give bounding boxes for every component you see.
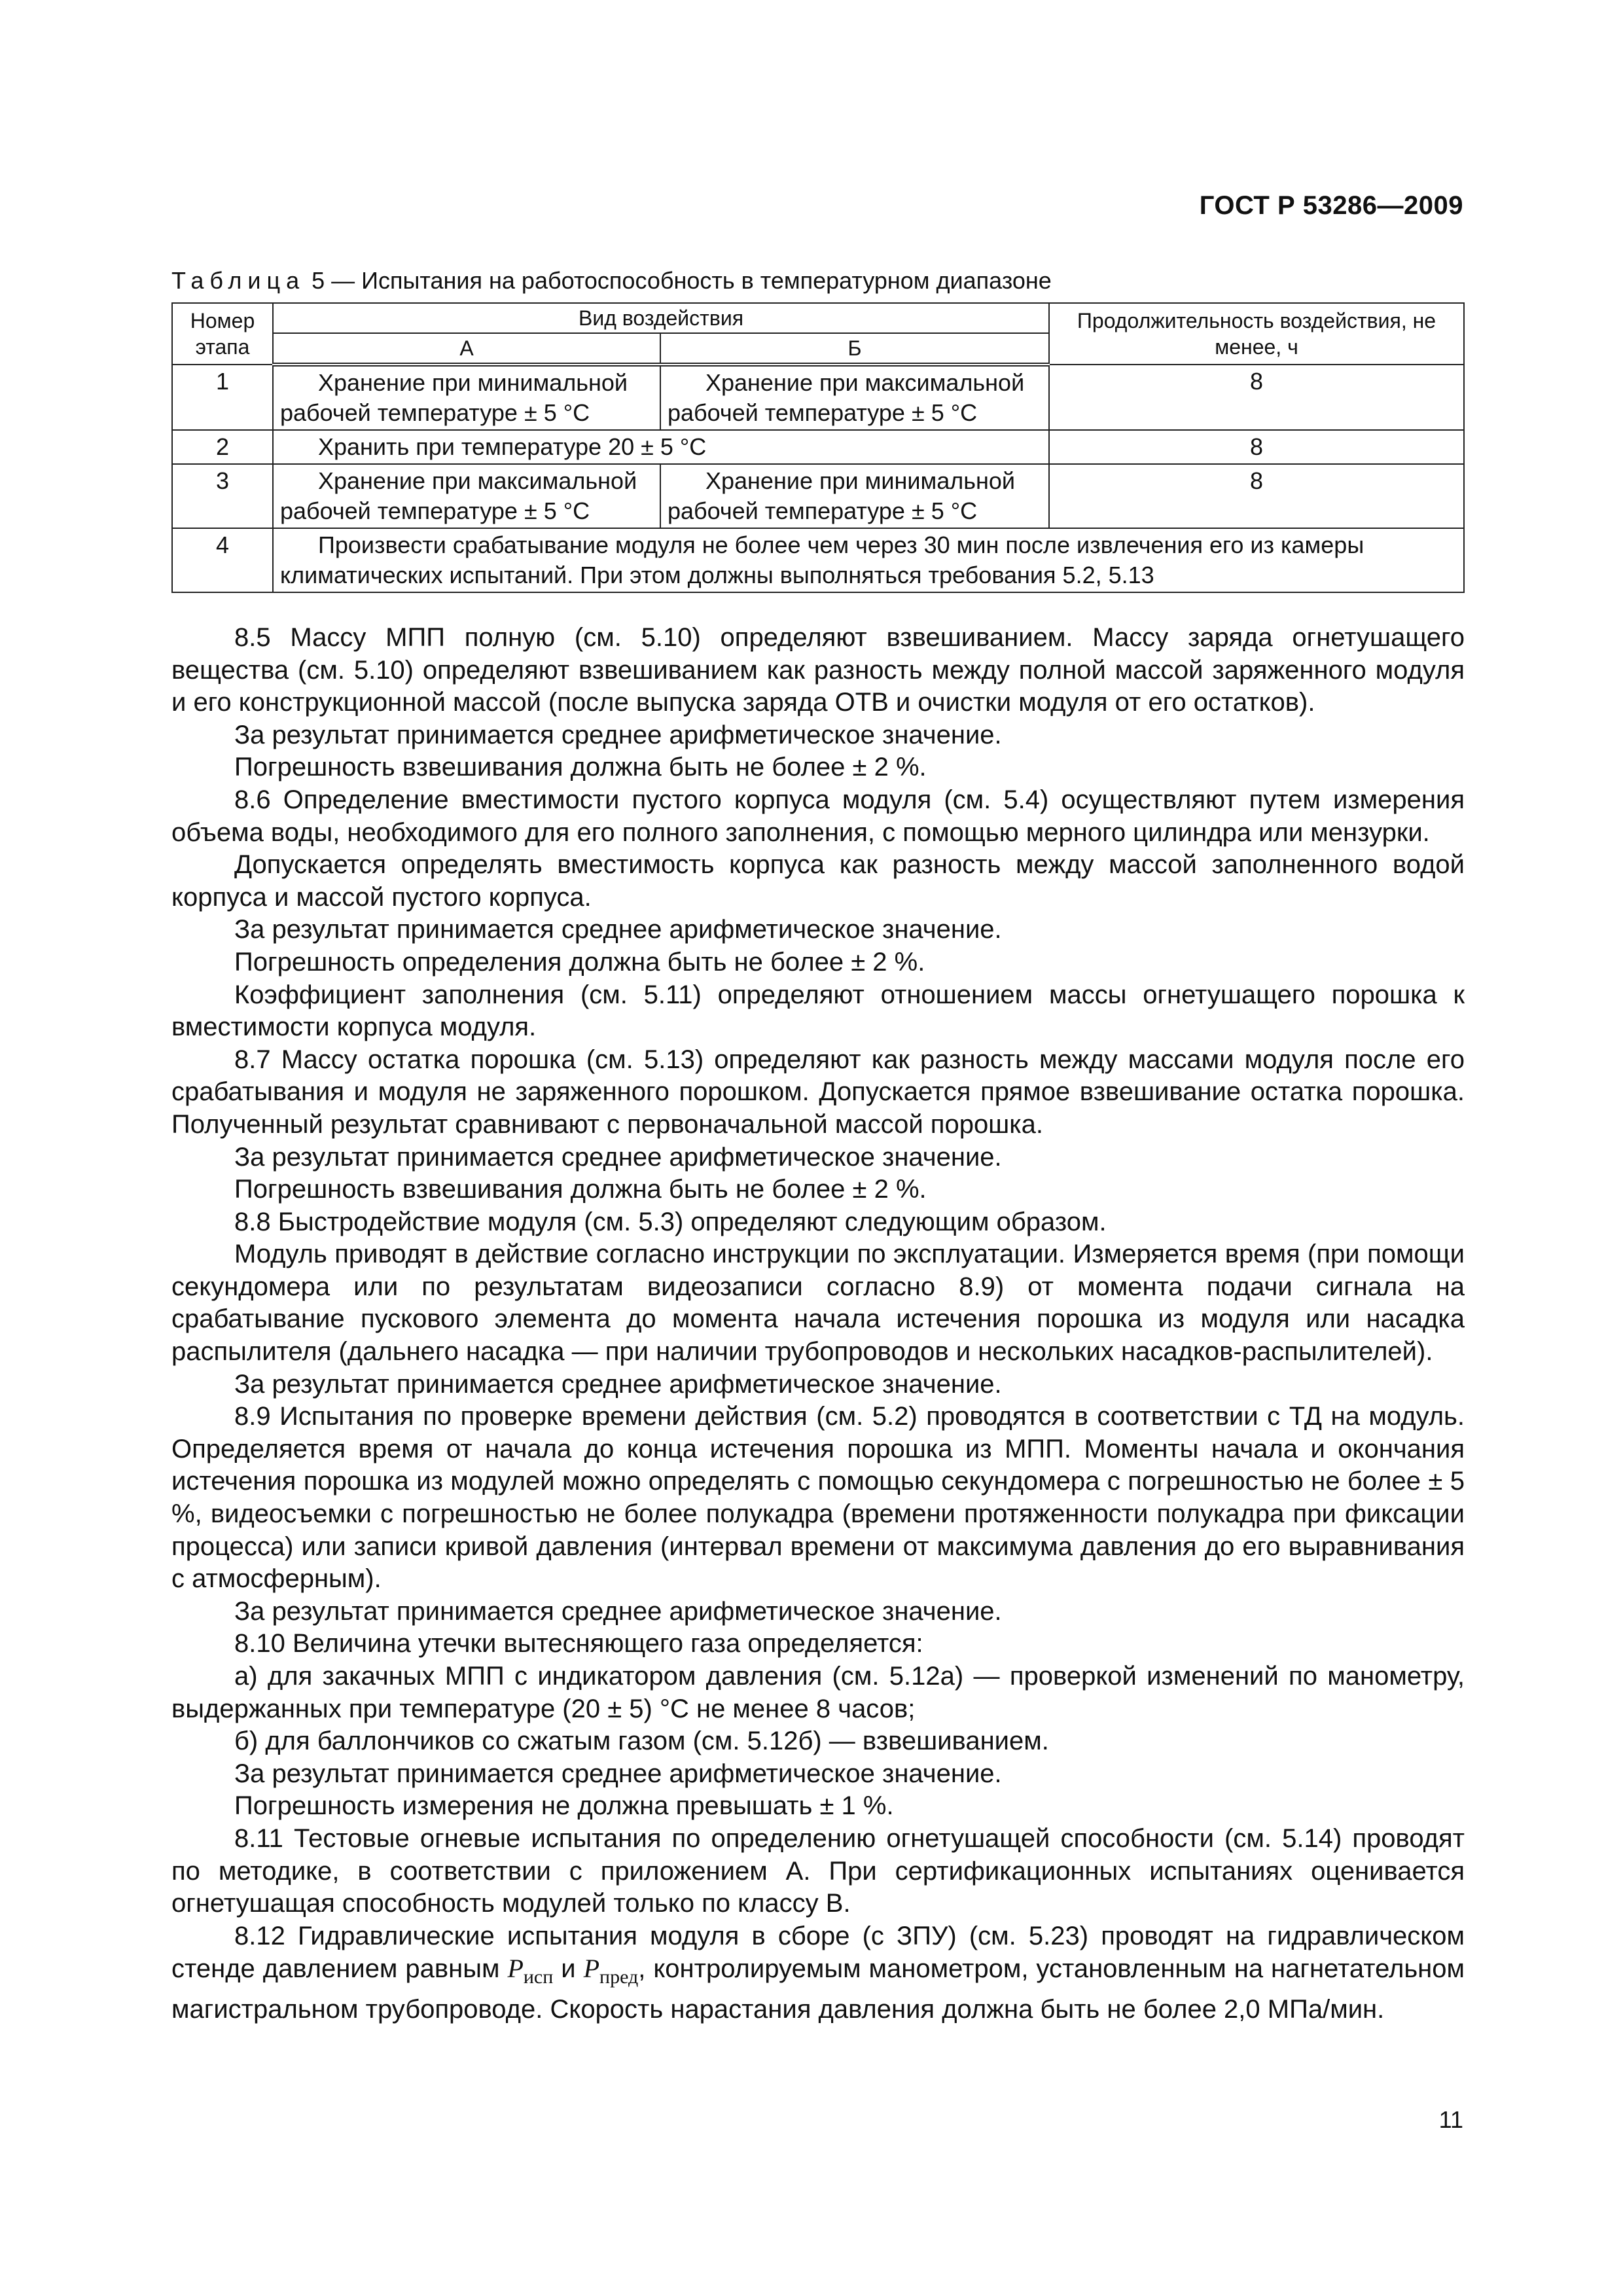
paragraph: За результат принимается среднее арифметическое значение. xyxy=(234,1142,1002,1172)
table-caption-title: 5 — Испытания на работоспособность в температурном диапазоне xyxy=(305,267,1052,294)
row-duration: 8 xyxy=(1049,430,1464,464)
paragraph-8-12-text-start: 8.12 Гидравлические испытания модуля в сборе (с ЗПУ) (см. 5.23) проводят на гидравлическом стенде давлением равным xyxy=(171,1921,1465,1984)
header-impact-type: Вид воздействия xyxy=(273,303,1049,333)
paragraph: 8.7 Массу остатка порошка (см. 5.13) определяют как разность между массами модуля после его срабатывания и модуля не заряженного порошком. Допускается прямое взвешивание остатка порошка. Полученный результат сравнивают с первоначальной массой порошка. xyxy=(171,1045,1465,1139)
paragraph: а) для закачных МПП с индикатором давления (см. 5.12а) — проверкой изменений по манометру, выдержанных при температуре (20 ± 5) °С не менее 8 часов; xyxy=(171,1662,1465,1723)
paragraph: За результат принимается среднее арифметическое значение. xyxy=(234,915,1002,944)
row-duration: 8 xyxy=(1049,464,1464,528)
table-row xyxy=(172,365,1464,430)
paragraph: Погрешность определения должна быть не более ± 2 %. xyxy=(234,947,925,977)
document-standard-number: ГОСТ Р 53286—2009 xyxy=(1199,191,1463,220)
table-caption-label: Таблица xyxy=(171,267,306,294)
header-stage-number: Номер этапа xyxy=(172,303,273,365)
paragraph: б) для баллончиков со сжатым газом (см. 5.12б) — взвешиванием. xyxy=(234,1727,1049,1756)
paragraph: За результат принимается среднее арифметическое значение. xyxy=(234,1596,1002,1626)
pressure-limit-symbol: P xyxy=(583,1954,600,1984)
paragraph: За результат принимается среднее арифметическое значение. xyxy=(234,1759,1002,1788)
paragraph-8-12-text-end: , контролируемым манометром, установленным на нагнетательном магистральном трубопроводе. Скорость нарастания давления должна быть не более 2,0 МПа/мин. xyxy=(171,1954,1465,2024)
row-duration: 8 xyxy=(1049,365,1464,430)
row-stage-number: 1 xyxy=(172,365,273,430)
pressure-test-symbol: P xyxy=(507,1954,524,1984)
paragraph: 8.9 Испытания по проверке времени действия (см. 5.2) проводятся в соответствии с ТД на модуль. Определяется время от начала до конца истечения порошка из МПП. Моменты начала и окончания истечения порошка из модулей можно определять с помощью секундомера с погрешностью не более ± 5 %, видеосъемки с погрешностью не более полукадра (времени протяженности полукадра при фиксации процесса) или записи кривой давления (интервал времени от максимума давления до его выравнивания с атмосферным). xyxy=(171,1402,1465,1594)
paragraph: Погрешность взвешивания должна быть не более ± 2 %. xyxy=(234,1175,927,1204)
paragraph: Погрешность взвешивания должна быть не более ± 2 %. xyxy=(234,753,927,782)
page-number: 11 xyxy=(1438,2106,1463,2133)
row-stage-number: 2 xyxy=(172,430,273,464)
paragraph: 8.5 Массу МПП полную (см. 5.10) определяют взвешиванием. Массу заряда огнетушащего вещества (см. 5.10) определяют взвешиванием как разность между полной массой заряженного модуля и его конструкционной массой (после выпуска заряда ОТВ и очистки модуля от его остатков). xyxy=(171,623,1465,717)
paragraph-8-12 xyxy=(171,1920,1465,2026)
row-stage-number: 4 xyxy=(172,528,273,592)
stage-test-table xyxy=(171,302,1465,593)
paragraph: 8.11 Тестовые огневые испытания по определению огнетушащей способности (см. 5.14) проводят по методике, в соответствии с приложением А. При сертификационных испытаниях оценивается огнетушащая способность модулей только по классу В. xyxy=(171,1823,1465,1918)
pressure-test-subscript: исп xyxy=(523,1966,554,1988)
header-column-b: Б xyxy=(660,333,1049,365)
paragraph: За результат принимается среднее арифметическое значение. xyxy=(234,1369,1002,1399)
paragraph: Модуль приводят в действие согласно инструкции по эксплуатации. Измеряется время (при помощи секундомера или по результатам видеозаписи согласно 8.9) от момента подачи сигнала на срабатывание пускового элемента до момента начала истечения порошка из модуля или насадка распылителя (дальнего насадка — при наличии трубопроводов и нескольких насадков-распылителей). xyxy=(171,1240,1465,1367)
header-column-a: А xyxy=(273,333,660,365)
row-impact-a: Хранение при максимальной рабочей температуре ± 5 °С xyxy=(273,464,660,528)
paragraph: Коэффициент заполнения (см. 5.11) определяют отношением массы огнетушащего порошка к вместимости корпуса модуля. xyxy=(171,980,1465,1042)
row-impact-b: Хранение при максимальной рабочей температуре ± 5 °С xyxy=(660,365,1049,430)
row-impact-combined: Произвести срабатывание модуля не более чем через 30 мин после извлечения его из камеры климатических испытаний. При этом должны выполняться требования 5.2, 5.13 xyxy=(273,528,1464,592)
paragraph: Погрешность измерения не должна превышать ± 1 %. xyxy=(234,1791,894,1821)
paragraph: 8.8 Быстродействие модуля (см. 5.3) определяют следующим образом. xyxy=(234,1207,1107,1236)
row-impact-a: Хранение при минимальной рабочей температуре ± 5 °С xyxy=(273,365,660,430)
header-duration: Продолжительность воздействия, не менее, ч xyxy=(1049,303,1464,365)
pressure-limit-subscript: пред xyxy=(599,1966,639,1988)
table-caption xyxy=(171,267,1052,295)
table-row xyxy=(172,464,1464,528)
paragraph: За результат принимается среднее арифметическое значение. xyxy=(234,720,1002,749)
paragraph: Допускается определять вместимость корпуса как разность между массой заполненного водой корпуса и массой пустого корпуса. xyxy=(171,850,1465,912)
row-impact-combined: Хранить при температуре 20 ± 5 °С xyxy=(273,430,1049,464)
paragraph: 8.6 Определение вместимости пустого корпуса модуля (см. 5.4) осуществляют путем измерения объема воды, необходимого для его полного заполнения, с помощью мерного цилиндра или мензурки. xyxy=(171,785,1465,847)
row-stage-number: 3 xyxy=(172,464,273,528)
row-impact-b: Хранение при минимальной рабочей температуре ± 5 °С xyxy=(660,464,1049,528)
paragraph-8-12-text-middle: и xyxy=(553,1954,584,1984)
table-row xyxy=(172,430,1464,464)
document-body xyxy=(171,622,1465,2026)
table-row xyxy=(172,528,1464,592)
paragraph: 8.10 Величина утечки вытесняющего газа определяется: xyxy=(234,1629,923,1659)
